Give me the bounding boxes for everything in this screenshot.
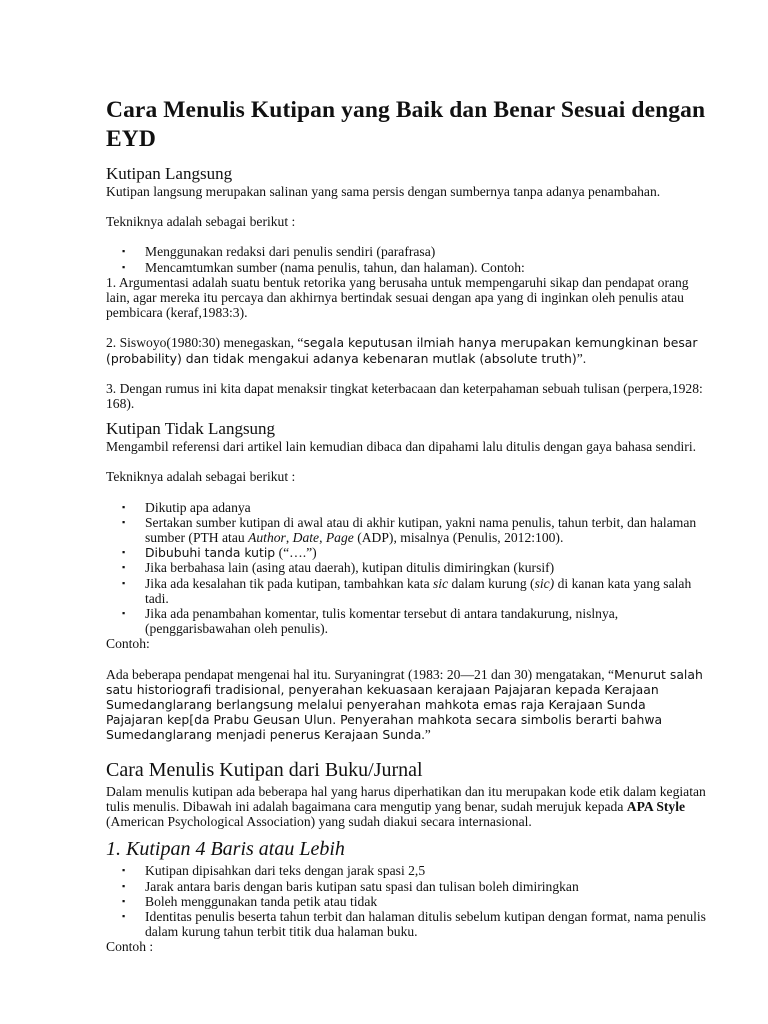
- section-heading-kutipan-tidak-langsung: Kutipan Tidak Langsung: [106, 419, 276, 439]
- document-body: [106, 96, 706, 955]
- bullet-icon: ▪: [122, 516, 126, 527]
- paragraph: Tekniknya adalah sebagai berikut :: [106, 214, 296, 230]
- list-item: ▪ Mencamtumkan sumber (nama penulis, tahun, dan halaman). Contoh:: [122, 259, 525, 275]
- list-item: ▪ Jika ada kesalahan tik pada kutipan, tambahkan kata sic dalam kurung (sic) di kanan kata yang salah tadi.: [122, 575, 692, 606]
- example-paragraph: 3. Dengan rumus ini kita dapat menaksir tingkat keterbacaan dan keterpahaman sebuah tulisan (perpera,1928: 168).: [106, 380, 703, 412]
- bullet-icon: ▪: [122, 261, 126, 272]
- contoh-label: Contoh:: [106, 636, 150, 652]
- bullet-icon: ▪: [122, 880, 126, 891]
- list-item: ▪ Dibubuhi tanda kutip (“….”): [122, 545, 317, 561]
- section-heading-kutipan-4-baris: 1. Kutipan 4 Baris atau Lebih: [106, 838, 345, 861]
- list-item: ▪ Dikutip apa adanya: [122, 499, 251, 515]
- example-paragraph: 1. Argumentasi adalah suatu bentuk retorika yang berusaha untuk mempengaruhi sikap dan pendapat orang lain, agar mereka itu percaya dan akhirnya bertindak sesuai dengan apa yang di inginkan oleh penulis atau pembicara (keraf,1983:3).: [106, 274, 689, 321]
- section-heading-buku-jurnal: Cara Menulis Kutipan dari Buku/Jurnal: [106, 758, 423, 781]
- list-item: ▪ Identitas penulis beserta tahun terbit dan halaman ditulis sebelum kutipan dengan format, nama penulis dalam kurung tahun terbit titik dua halaman buku.: [122, 908, 706, 940]
- quote-paragraph: Ada beberapa pendapat mengenai hal itu. Suryaningrat (1983: 20—21 dan 30) mengatakan, “Menurut salah satu historiografi tradisional, penyerahan kekuasaan kerajaan Pajajaran kepada Kerajaan Sumedanglarang berlangsung melalui penyerahan mahkota emas raja Kerajaan Sunda Pajajaran kep[da Prabu Geusan Ulun. Penyerahan mahkota secara simbolis berarti bahwa Sumedanglarang menjadi penerus Kerajaan Sunda.”: [106, 666, 703, 743]
- bullet-icon: ▪: [122, 910, 126, 921]
- bullet-icon: ▪: [122, 577, 126, 588]
- bullet-icon: ▪: [122, 547, 126, 558]
- list-item: ▪ Boleh menggunakan tanda petik atau tidak: [122, 893, 378, 909]
- list-item: ▪ Sertakan sumber kutipan di awal atau di akhir kutipan, yakni nama penulis, tahun terbit, dan halaman sumber (PTH atau Author, Date, Page (ADP), misalnya (Penulis, 2012:100).: [122, 514, 697, 546]
- paragraph: Dalam menulis kutipan ada beberapa hal yang harus diperhatikan dan itu merupakan kode etik dalam kegiatan tulis menulis. Dibawah ini adalah bagaimana cara mengutip yang benar, sudah merujuk kepada APA Style (American Psychological Association) yang sudah diakui secara internasional.: [106, 783, 706, 830]
- bullet-icon: ▪: [122, 562, 126, 573]
- bullet-icon: ▪: [122, 246, 126, 257]
- bullet-icon: ▪: [122, 501, 126, 512]
- paragraph: Kutipan langsung merupakan salinan yang sama persis dengan sumbernya tanpa adanya penambahan.: [106, 184, 661, 199]
- page-title: Cara Menulis Kutipan yang Baik dan Benar Sesuai dengan EYD: [106, 97, 706, 152]
- list-item: ▪ Kutipan dipisahkan dari teks dengan jarak spasi 2,5: [122, 863, 426, 879]
- list-item: ▪ Jarak antara baris dengan baris kutipan satu spasi dan tulisan boleh dimiringkan: [122, 878, 579, 894]
- list-item: ▪ Menggunakan redaksi dari penulis sendiri (parafrasa): [122, 244, 436, 260]
- section-heading-kutipan-langsung: Kutipan Langsung: [106, 164, 233, 183]
- list-item: ▪ Jika ada penambahan komentar, tulis komentar tersebut di antara tandakurung, nislnya, (penggarisbawahan oleh penulis).: [122, 606, 619, 637]
- bullet-list: [106, 500, 706, 637]
- bullet-icon: ▪: [122, 865, 126, 876]
- paragraph: Mengambil referensi dari artikel lain kemudian dibaca dan dipahami lalu ditulis dengan gaya bahasa sendiri.: [106, 439, 696, 455]
- list-item: ▪ Jika berbahasa lain (asing atau daerah), kutipan ditulis dimiringkan (kursif): [122, 560, 555, 576]
- example-paragraph: 2. Siswoyo(1980:30) menegaskan, “segala keputusan ilmiah hanya merupakan kemungkinan besar (probability) dan tidak mengakui adanya kebenaran mutlak (absolute truth)”.: [106, 335, 698, 366]
- bullet-list: [106, 244, 706, 274]
- bullet-icon: ▪: [122, 895, 126, 906]
- contoh-label: Contoh :: [106, 939, 154, 955]
- paragraph: Tekniknya adalah sebagai berikut :: [106, 469, 296, 485]
- bullet-icon: ▪: [122, 608, 126, 619]
- bullet-list: [106, 863, 706, 939]
